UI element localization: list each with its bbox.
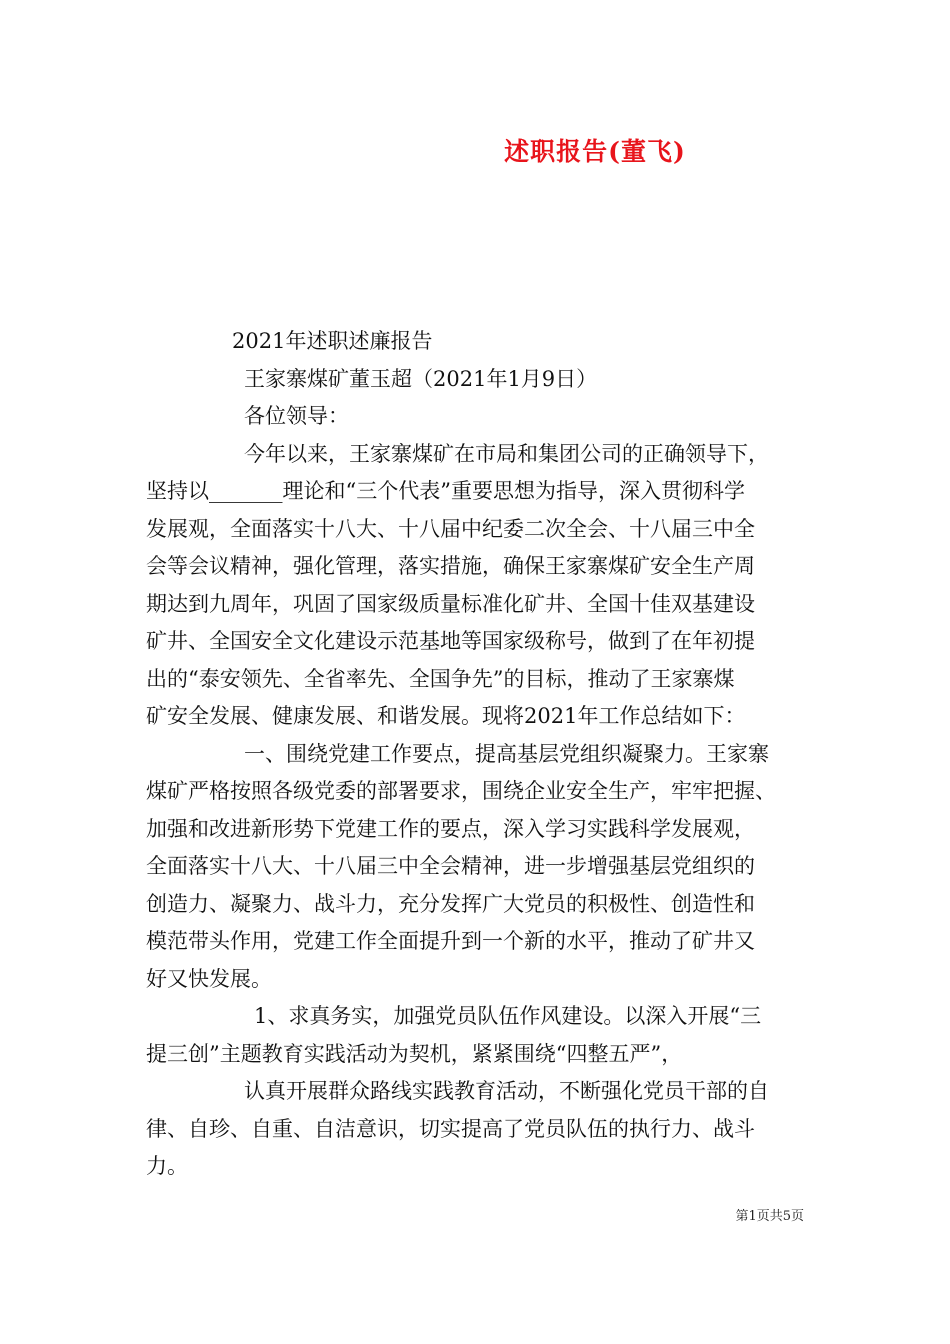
- section-line: 煤矿严格按照各级党委的部署要求，围绕企业安全生产，牢牢把握、: [146, 779, 776, 803]
- paragraph-line: 矿安全发展、健康发展、和谐发展。现将2021年工作总结如下：: [146, 704, 746, 728]
- paragraph-line: 会等会议精神，强化管理，落实措施，确保王家寨煤矿安全生产周: [146, 554, 755, 578]
- paragraph-line: 期达到九周年，巩固了国家级质量标准化矿井、全国十佳双基建设: [146, 591, 755, 616]
- item-line: 1、求真务实，加强党员队伍作风建设。以深入开展“三: [254, 1004, 762, 1028]
- item-continuation-line: 力。: [146, 1154, 188, 1178]
- paragraph-line: 出的“泰安领先、全省率先、全国争先”的目标，推动了王家寨煤: [146, 666, 735, 691]
- paragraph-line: 今年以来，王家寨煤矿在市局和集团公司的正确领导下，: [244, 441, 769, 466]
- item-continuation-line: 认真开展群众路线实践教育活动，不断强化党员干部的自: [244, 1079, 769, 1103]
- section-line: 创造力、凝聚力、战斗力，充分发挥广大党员的积极性、创造性和: [146, 891, 755, 916]
- paragraph-line: 坚持以_______理论和“三个代表”重要思想为指导，深入贯彻科学: [146, 479, 745, 503]
- document-title: 述职报告(董飞): [504, 137, 686, 166]
- section-line: 好又快发展。: [146, 966, 272, 991]
- document-body: [146, 323, 826, 1186]
- section-line: 全面落实十八大、十八届三中全会精神，进一步增强基层党组织的: [146, 854, 755, 878]
- section-line: 一、围绕党建工作要点，提高基层党组织凝聚力。王家寨: [244, 741, 769, 766]
- greeting: 各位领导：: [244, 404, 349, 428]
- section-line: 模范带头作用，党建工作全面提升到一个新的水平，推动了矿井又: [146, 929, 755, 953]
- section-line: 加强和改进新形势下党建工作的要点，深入学习实践科学发展观，: [146, 816, 755, 841]
- item-line: 提三创”主题教育实践活动为契机，紧紧围绕“四整五严”，: [146, 1041, 683, 1066]
- report-heading: 2021年述职述廉报告: [232, 329, 433, 353]
- paragraph-line: 发展观，全面落实十八大、十八届中纪委二次全会、十八届三中全: [146, 516, 755, 541]
- item-continuation-line: 律、自珍、自重、自洁意识，切实提高了党员队伍的执行力、战斗: [146, 1116, 755, 1141]
- author-line: 王家寨煤矿董玉超（2021年1月9日）: [244, 366, 598, 391]
- paragraph-line: 矿井、全国安全文化建设示范基地等国家级称号，做到了在年初提: [146, 629, 755, 653]
- page-number: 第1页共5页: [735, 1209, 804, 1224]
